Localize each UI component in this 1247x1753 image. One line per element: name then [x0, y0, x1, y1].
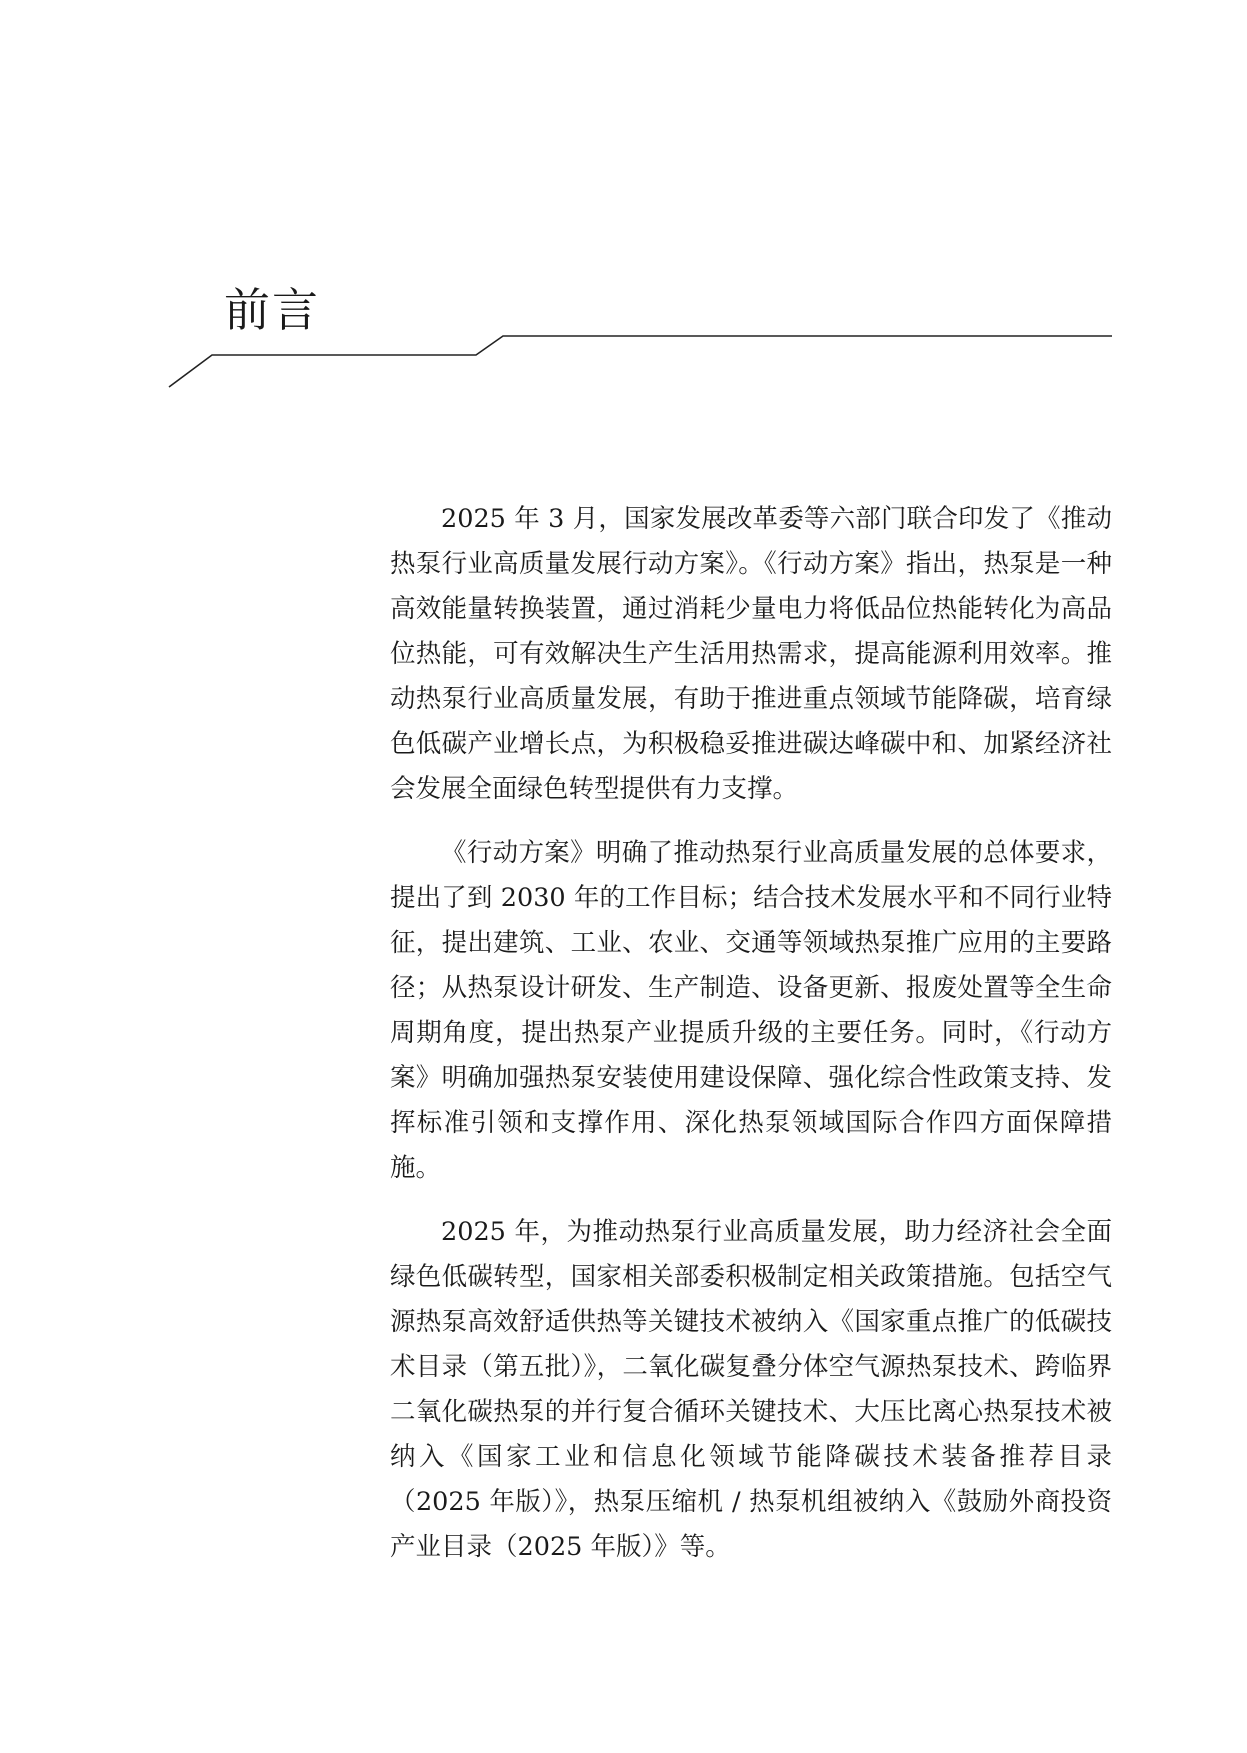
page-title: 前言	[224, 283, 320, 337]
title-decorative-rule	[0, 0, 1247, 420]
paragraph-2: 《行动方案》明确了推动热泵行业高质量发展的总体要求，提出了到 2030 年的工作目标；结合技术发展水平和不同行业特征，提出建筑、工业、农业、交通等领域热泵推广应用的主要路径；从热泵设计研发、生产制造、设备更新、报废处置等全生命周期角度，提出热泵产业提质升级的主要任务。同时，《行动方案》明确加强热泵安装使用建设保障、强化综合性政策支持、发挥标准引领和支撑作用、深化热泵领域国际合作四方面保障措施。	[390, 838, 1112, 1183]
preface-body	[390, 497, 1112, 1589]
paragraph-1: 2025 年 3 月，国家发展改革委等六部门联合印发了《推动热泵行业高质量发展行动方案》。《行动方案》指出，热泵是一种高效能量转换装置，通过消耗少量电力将低品位热能转化为高品位热能，可有效解决生产生活用热需求，提高能源利用效率。推动热泵行业高质量发展，有助于推进重点领域节能降碳，培育绿色低碳产业增长点，为积极稳妥推进碳达峰碳中和、加紧经济社会发展全面绿色转型提供有力支撑。	[390, 504, 1112, 804]
paragraph-3: 2025 年，为推动热泵行业高质量发展，助力经济社会全面绿色低碳转型，国家相关部委积极制定相关政策措施。包括空气源热泵高效舒适供热等关键技术被纳入《国家重点推广的低碳技术目录（第五批）》，二氧化碳复叠分体空气源热泵技术、跨临界二氧化碳热泵的并行复合循环关键技术、大压比离心热泵技术被纳入《国家工业和信息化领域节能降碳技术装备推荐目录（2025 年版）》，热泵压缩机 / 热泵机组被纳入《鼓励外商投资产业目录（2025 年版）》等。	[390, 1217, 1112, 1562]
